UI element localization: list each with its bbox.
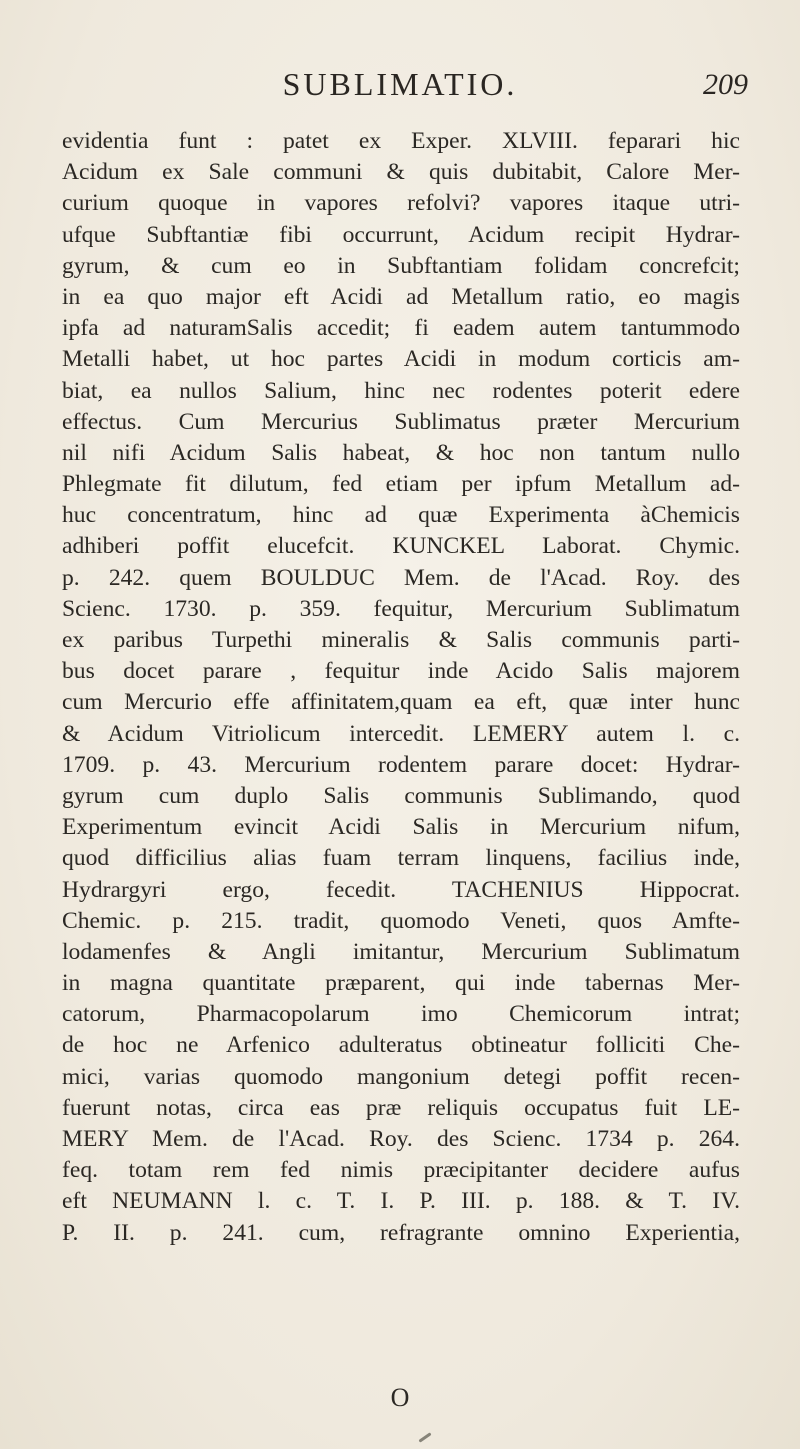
text-line: in ea quo major eft Acidi ad Metallum ratio, eo magis — [62, 283, 740, 310]
text-line: Acidum ex Sale communi & quis dubitabit, Calore Mer- — [62, 159, 740, 186]
text-line: MERY Mem. de l'Acad. Roy. des Scienc. 1734 p. 264. — [62, 1126, 740, 1152]
text-line: p. 242. quem BOULDUC Mem. de l'Acad. Roy. des — [62, 564, 740, 591]
text-line: Experimentum evincit Acidi Salis in Mercurium nifum, — [62, 814, 740, 841]
text-line: in magna quantitate præparent, qui inde tabernas Mer- — [62, 970, 740, 997]
text-line: & Acidum Vitriolicum intercedit. LEMERY autem l. c. — [62, 720, 740, 747]
ink-smudge — [418, 1432, 431, 1442]
page-number: 209 — [703, 68, 748, 101]
text-line: biat, ea nullos Salium, hinc nec rodentes poterit edere — [62, 377, 740, 404]
text-line: cum Mercurio effe affinitatem,quam ea eft, quæ inter hunc — [62, 689, 740, 716]
text-line: nil nifi Acidum Salis habeat, & hoc non tantum nullo — [62, 439, 740, 466]
text-line: P. II. p. 241. cum, refragrante omnino Experientia, — [62, 1219, 740, 1246]
text-line: eft NEUMANN l. c. T. I. P. III. p. 188. & T. IV. — [62, 1188, 740, 1215]
text-line: feq. totam rem fed nimis præcipitanter decidere aufus — [62, 1157, 740, 1184]
text-line: ex paribus Turpethi mineralis & Salis communis parti- — [62, 627, 740, 653]
text-line: gyrum cum duplo Salis communis Sublimando, quod — [62, 782, 740, 809]
text-line: gyrum, & cum eo in Subftantiam folidam concrefcit; — [62, 252, 740, 279]
text-line: de hoc ne Arfenico adulteratus obtineatur folliciti Che- — [62, 1032, 740, 1059]
text-line: effectus. Cum Mercurius Sublimatus præter Mercurium — [62, 408, 740, 435]
running-head: SUBLIMATIO. — [282, 66, 518, 102]
page-header — [0, 66, 800, 114]
text-line: Phlegmate fit dilutum, fed etiam per ipfum Metallum ad- — [62, 471, 740, 498]
text-line: mici, varias quomodo mangonium detegi poffit recen- — [62, 1063, 740, 1090]
signature-mark: O — [390, 1383, 410, 1412]
text-line: ufque Subftantiæ fibi occurrunt, Acidum recipit Hydrar- — [62, 221, 740, 248]
text-line: Chemic. p. 215. tradit, quomodo Veneti, quos Amfte- — [62, 907, 740, 934]
text-line: Hydrargyri ergo, fecedit. TACHENIUS Hippocrat. — [62, 876, 740, 903]
text-line: quod difficilius alias fuam terram linquens, facilius inde, — [62, 845, 740, 872]
text-line: ipfa ad naturamSalis accedit; fi eadem autem tantummodo — [62, 315, 740, 342]
text-line: catorum, Pharmacopolarum imo Chemicorum intrat; — [62, 1001, 740, 1028]
text-line: evidentia funt : patet ex Exper. XLVIII. feparari hic — [62, 128, 740, 154]
text-line: 1709. p. 43. Mercurium rodentem parare docet: Hydrar- — [62, 751, 740, 778]
text-line: Metalli habet, ut hoc partes Acidi in modum corticis am- — [62, 346, 740, 373]
text-line: bus docet parare , fequitur inde Acido Salis majorem — [62, 658, 740, 685]
body-text — [62, 126, 740, 1249]
text-line: adhiberi poffit elucefcit. KUNCKEL Laborat. Chymic. — [62, 533, 740, 560]
text-line: huc concentratum, hinc ad quæ Experimenta àChemicis — [62, 502, 740, 529]
text-line: Scienc. 1730. p. 359. fequitur, Mercurium Sublimatum — [62, 595, 740, 622]
text-line: fuerunt notas, circa eas præ reliquis occupatus fuit LE- — [62, 1094, 740, 1121]
text-line: curium quoque in vapores refolvi? vapores itaque utri- — [62, 190, 740, 217]
text-line: lodamenfes & Angli imitantur, Mercurium Sublimatum — [62, 938, 740, 965]
